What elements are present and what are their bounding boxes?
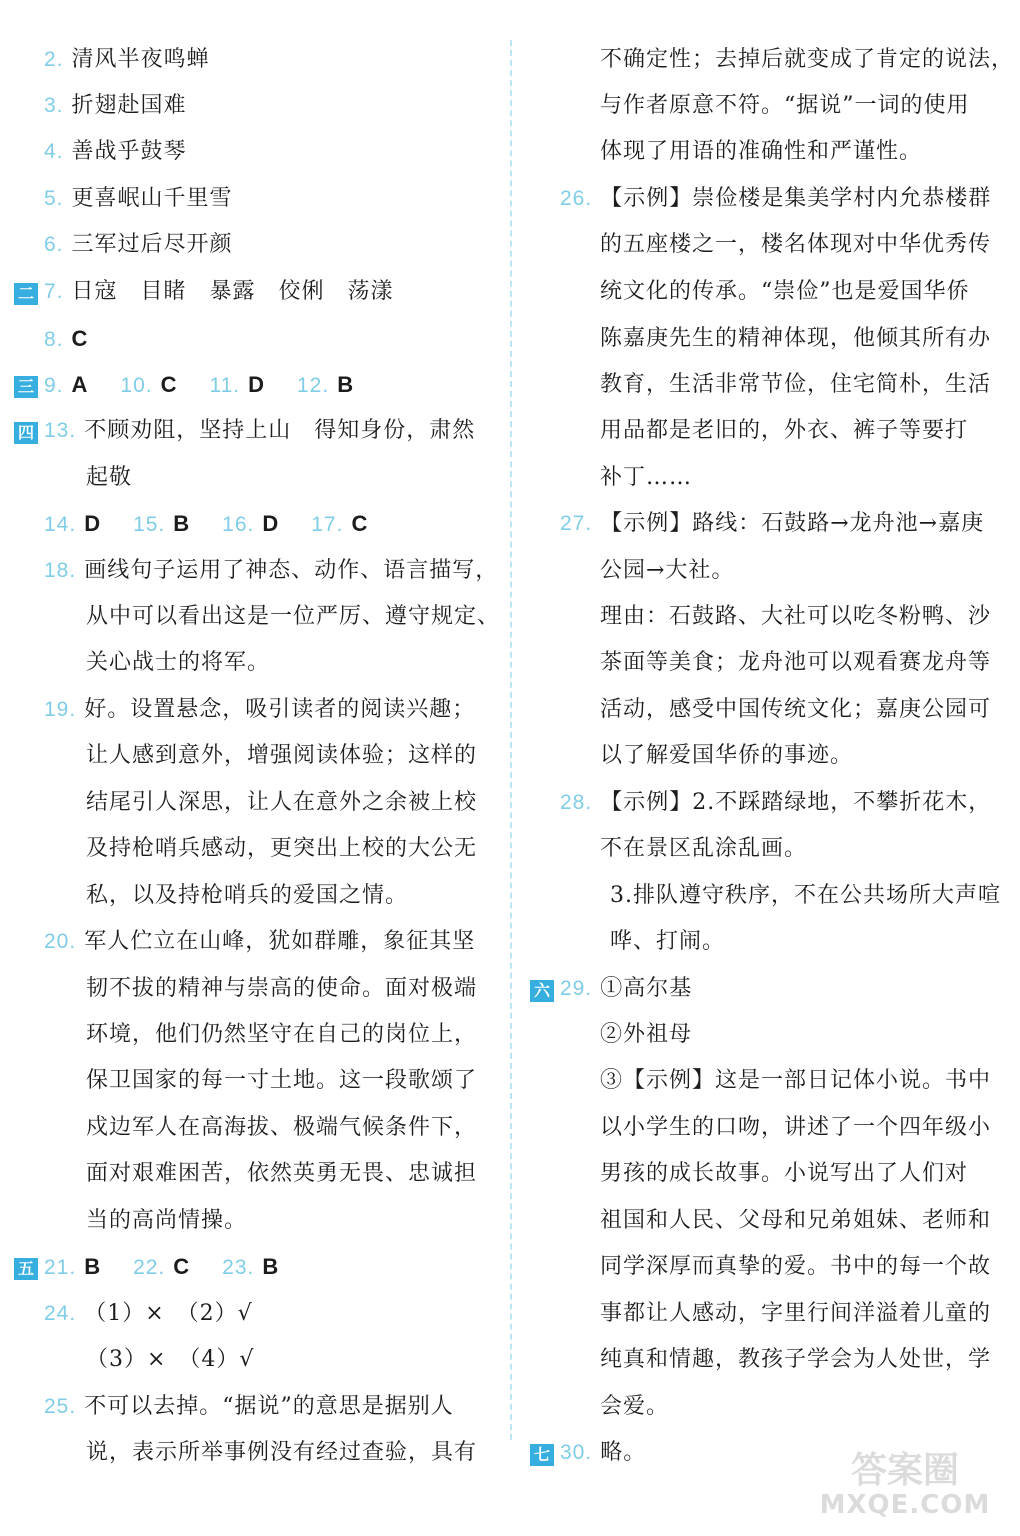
q24-line1: 24. （1）× （2）√ bbox=[44, 1301, 253, 1326]
q25-cont-line1: 不确定性；去掉后就变成了肯定的说法， bbox=[600, 47, 1015, 72]
q28-line3: 3.排队遵守秩序，不在公共场所大声喧 bbox=[610, 883, 1001, 908]
q27-line1: 27. 【示例】路线：石鼓路→龙舟池→嘉庚 bbox=[560, 511, 985, 536]
q29-line2: ②外祖母 bbox=[600, 1022, 693, 1047]
q21-23-line: 21. B 22. C 23. B bbox=[44, 1254, 280, 1279]
section-badge-7: 七 bbox=[530, 1444, 554, 1466]
q30-line: 30. 略。 bbox=[560, 1440, 647, 1465]
q20-line4: 保卫国家的每一寸土地。这一段歌颂了 bbox=[86, 1068, 478, 1093]
q29-line10: 会爱。 bbox=[600, 1394, 670, 1419]
section-badge-4: 四 bbox=[14, 422, 38, 444]
section-badge-3: 三 bbox=[14, 376, 38, 398]
q2-answer: 清风半夜鸣蝉 bbox=[71, 47, 210, 72]
q5-line: 5. 更喜岷山千里雪 bbox=[44, 186, 233, 211]
q19-line1: 19. 好。设置悬念，吸引读者的阅读兴趣； bbox=[44, 697, 476, 722]
q20-line3: 环境，他们仍然坚守在自己的岗位上， bbox=[86, 1022, 478, 1047]
q26-line6: 用品都是老旧的，外衣、裤子等要打 bbox=[600, 418, 969, 443]
q26-line5: 教育，生活非常节俭，住宅简朴，生活 bbox=[600, 372, 992, 397]
q13-line2: 起敬 bbox=[86, 465, 133, 490]
q20-line1: 20. 军人伫立在山峰，犹如群雕，象征其坚 bbox=[44, 929, 476, 954]
q28-line4: 哗、打闹。 bbox=[610, 929, 726, 954]
q29-line5: 男孩的成长故事。小说写出了人们对 bbox=[600, 1161, 969, 1186]
q27-line5: 活动，感受中国传统文化；嘉庚公园可 bbox=[600, 697, 992, 722]
q27-line3: 理由：石鼓路、大社可以吃冬粉鸭、沙 bbox=[600, 604, 992, 629]
q28-line2: 不在景区乱涂乱画。 bbox=[600, 836, 808, 861]
q25-line2: 说，表示所举事例没有经过查验，具有 bbox=[86, 1440, 478, 1465]
q20-line5: 戍边军人在高海拔、极端气候条件下， bbox=[86, 1115, 478, 1140]
q29-line8: 事都让人感动，字里行间洋溢着儿童的 bbox=[600, 1301, 992, 1326]
q19-line2: 让人感到意外，增强阅读体验；这样的 bbox=[86, 743, 478, 768]
q18-line2: 从中可以看出这是一位严厉、遵守规定、 bbox=[86, 604, 501, 629]
q8-answer: C bbox=[71, 326, 89, 351]
q26-line2: 的五座楼之一，楼名体现对中华优秀传 bbox=[600, 232, 992, 257]
q6-answer: 三军过后尽开颜 bbox=[71, 232, 233, 257]
q26-line3: 统文化的传承。“崇俭”也是爱国华侨 bbox=[600, 279, 970, 304]
q26-line1: 26. 【示例】崇俭楼是集美学村内允恭楼群 bbox=[560, 186, 992, 211]
q3-line: 3. 折翅赴国难 bbox=[44, 93, 187, 118]
section-badge-5: 五 bbox=[14, 1258, 38, 1280]
q26-line7: 补丁…… bbox=[600, 465, 693, 490]
q6-line: 6. 三军过后尽开颜 bbox=[44, 232, 233, 257]
section-badge-6: 六 bbox=[530, 980, 554, 1002]
q19-line4: 及持枪哨兵感动，更突出上校的大公无 bbox=[86, 836, 478, 861]
q29-line7: 同学深厚而真挚的爱。书中的每一个故 bbox=[600, 1254, 992, 1279]
q4-line: 4. 善战乎鼓琴 bbox=[44, 139, 187, 164]
q28-line1: 28. 【示例】2.不踩踏绿地，不攀折花木， bbox=[560, 790, 992, 815]
q18-line3: 关心战士的将军。 bbox=[86, 650, 271, 675]
q24-line2: （3）× （4）√ bbox=[86, 1347, 255, 1372]
q5-answer: 更喜岷山千里雪 bbox=[71, 186, 233, 211]
q7-answer: 日寇 目睹 暴露 佼俐 荡漾 bbox=[71, 279, 394, 304]
q20-line7: 当的高尚情操。 bbox=[86, 1208, 248, 1233]
q19-line3: 结尾引人深思，让人在意外之余被上校 bbox=[86, 790, 478, 815]
q27-line6: 以了解爱国华侨的事迹。 bbox=[600, 743, 854, 768]
section-badge-2: 二 bbox=[14, 283, 38, 305]
q18-line1: 18. 画线句子运用了神态、动作、语言描写， bbox=[44, 558, 499, 583]
q29-line3: ③【示例】这是一部日记体小说。书中 bbox=[600, 1068, 992, 1093]
q9-12-line: 9. A 10. C 11. D 12. B bbox=[44, 372, 355, 397]
watermark-url: MXQE.COM bbox=[819, 1490, 991, 1520]
q29-line4: 以小学生的口吻，讲述了一个四年级小 bbox=[600, 1115, 992, 1140]
q13-line1: 13. 不顾劝阻，坚持上山 得知身份，肃然 bbox=[44, 418, 476, 443]
q26-line4: 陈嘉庚先生的精神体现，他倾其所有办 bbox=[600, 326, 992, 351]
watermark-logo bbox=[810, 1442, 1000, 1526]
q25-cont-line2: 与作者原意不符。“据说”一词的使用 bbox=[600, 93, 970, 118]
q20-line2: 韧不拔的精神与崇高的使命。面对极端 bbox=[86, 976, 478, 1001]
q20-line6: 面对艰难困苦，依然英勇无畏、忠诚担 bbox=[86, 1161, 478, 1186]
q29-line6: 祖国和人民、父母和兄弟姐妹、老师和 bbox=[600, 1208, 992, 1233]
q19-line5: 私，以及持枪哨兵的爱国之情。 bbox=[86, 883, 409, 908]
q27-line2: 公园→大社。 bbox=[600, 558, 735, 583]
q4-answer: 善战乎鼓琴 bbox=[71, 139, 187, 164]
q14-17-line: 14. D 15. B 16. D 17. C bbox=[44, 511, 369, 536]
q7-line: 7. 日寇 目睹 暴露 佼俐 荡漾 bbox=[44, 279, 394, 304]
watermark-text: 答案圈 bbox=[850, 1450, 959, 1491]
q29-line9: 纯真和情趣，教孩子学会为人处世，学 bbox=[600, 1347, 992, 1372]
q3-answer: 折翅赴国难 bbox=[71, 93, 187, 118]
q25-cont-line3: 体现了用语的准确性和严谨性。 bbox=[600, 139, 923, 164]
q2-line: 2. 清风半夜鸣蝉 bbox=[44, 47, 210, 72]
q25-line1: 25. 不可以去掉。“据说”的意思是据别人 bbox=[44, 1394, 454, 1419]
column-divider bbox=[510, 40, 512, 1440]
q29-line1: 29. ①高尔基 bbox=[560, 976, 693, 1001]
q8-line: 8. C bbox=[44, 326, 89, 351]
q27-line4: 茶面等美食；龙舟池可以观看赛龙舟等 bbox=[600, 650, 992, 675]
